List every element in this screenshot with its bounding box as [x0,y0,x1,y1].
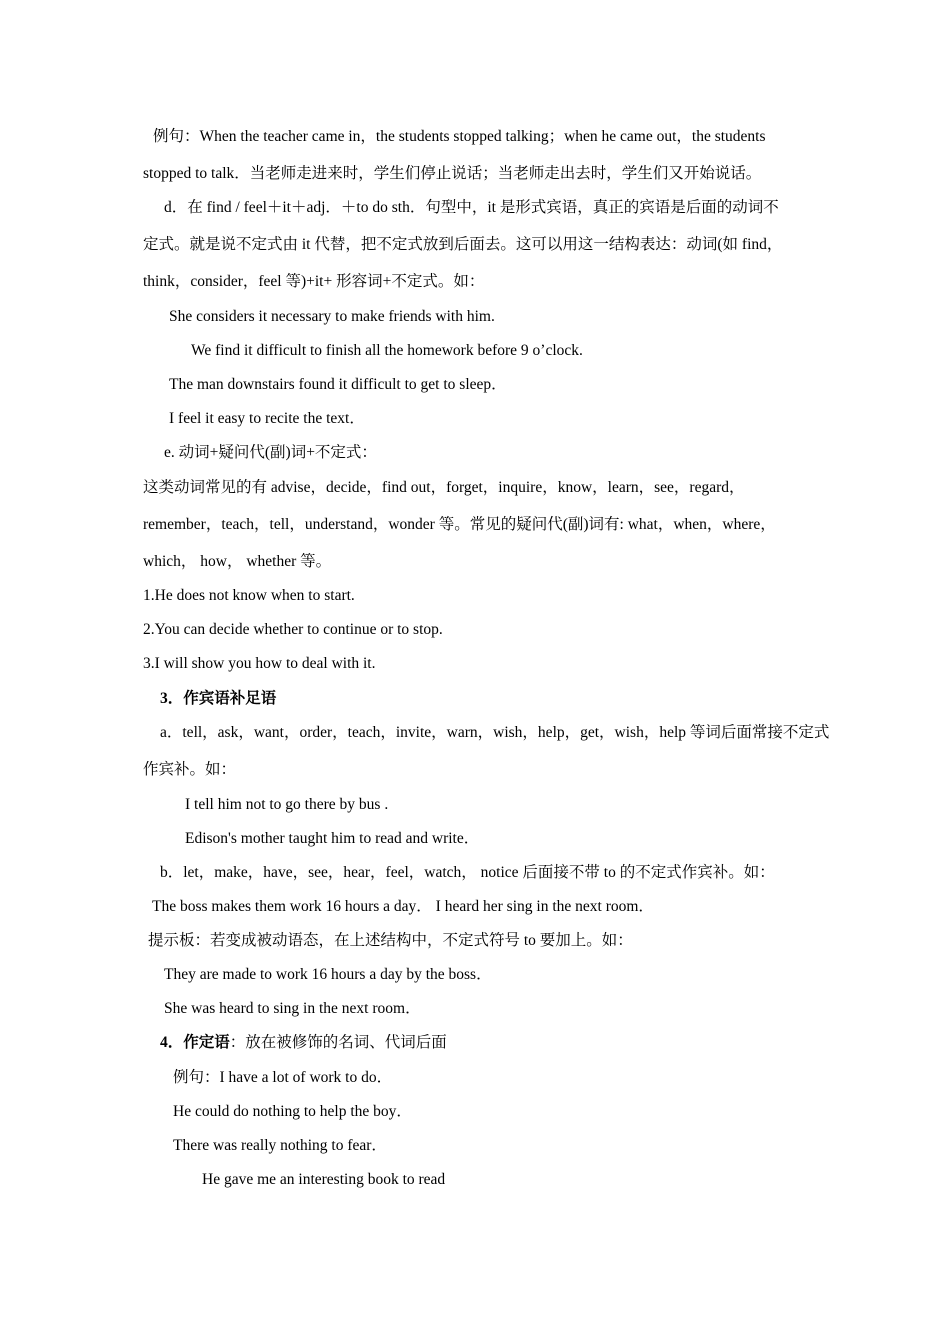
example-line: Edison's mother taught him to read and write． [185,830,480,847]
point-e-text: remember，teach，tell，understand，wonder 等。常见的疑问代(副)词有: what，when，where， [143,516,776,533]
example-line: They are made to work 16 hours a day by the boss． [164,966,492,983]
point-d-structure: think，consider，feel 等)+it+ 形容词+不定式。如： [143,273,485,290]
example-line: 例句：I have a lot of work to do． [173,1069,393,1086]
example-line: I feel it easy to recite the text． [169,410,365,427]
point-e-text: 这类动词常见的有 advise，decide，find out，forget，inquire，know，learn，see，regard， [143,479,745,496]
example-sentence-teacher: 例句：When the teacher came in，the students stopped talking；when he came out，the students [153,128,766,145]
example-line: He gave me an interesting book to read [202,1171,446,1188]
section-4-title: 4．作定语 [160,1034,230,1051]
example-line: I tell him not to go there by bus . [185,796,389,813]
tip-board: 提示板：若变成被动语态，在上述结构中，不定式符号 to 要加上。如： [148,932,633,949]
example-line: The man downstairs found it difficult to get to sleep． [169,376,507,393]
section-4-description: ：放在被修饰的名词、代词后面 [229,1034,447,1051]
example-sentence-translation: stopped to talk．当老师走进来时，学生们停止说话；当老师走出去时，学生们又开始说话。 [143,165,762,182]
point-d-heading: d．在 find / feel＋it＋adj．＋to do sth．句型中，it 是形式宾语，真正的宾语是后面的动词不 [164,199,779,216]
example-line: The boss makes them work 16 hours a day． I heard her sing in the next room． [152,898,654,915]
example-line: There was really nothing to fear． [173,1137,387,1154]
point-e-heading: e. 动词+疑问代(副)词+不定式： [164,444,377,461]
numbered-example: 2.You can decide whether to continue or to stop. [143,621,443,638]
numbered-example: 1.He does not know when to start. [143,587,355,604]
point-d-text: 定式。就是说不定式由 it 代替，把不定式放到后面去。这可以用这一结构表达：动词(如 find， [143,236,783,253]
example-line: He could do nothing to help the boy． [173,1103,412,1120]
example-line: She was heard to sing in the next room． [164,1000,421,1017]
point-e-text: which， how， whether 等。 [143,553,332,570]
numbered-example: 3.I will show you how to deal with it. [143,655,376,672]
example-line: She considers it necessary to make friends with him. [169,308,495,325]
point-b-text: b．let，make，have，see，hear，feel，watch， notice 后面接不带 to 的不定式作宾补。如： [160,864,775,881]
example-line: We find it difficult to finish all the homework before 9 o’clock. [191,342,583,359]
section-3-heading: 3．作宾语补足语 [160,690,277,707]
point-a-text: a．tell，ask，want，order，teach，invite，warn，wish，help，get，wish，help 等词后面常接不定式 [160,724,830,741]
point-a-text: 作宾补。如： [143,761,237,778]
section-4-heading [160,1032,447,1054]
